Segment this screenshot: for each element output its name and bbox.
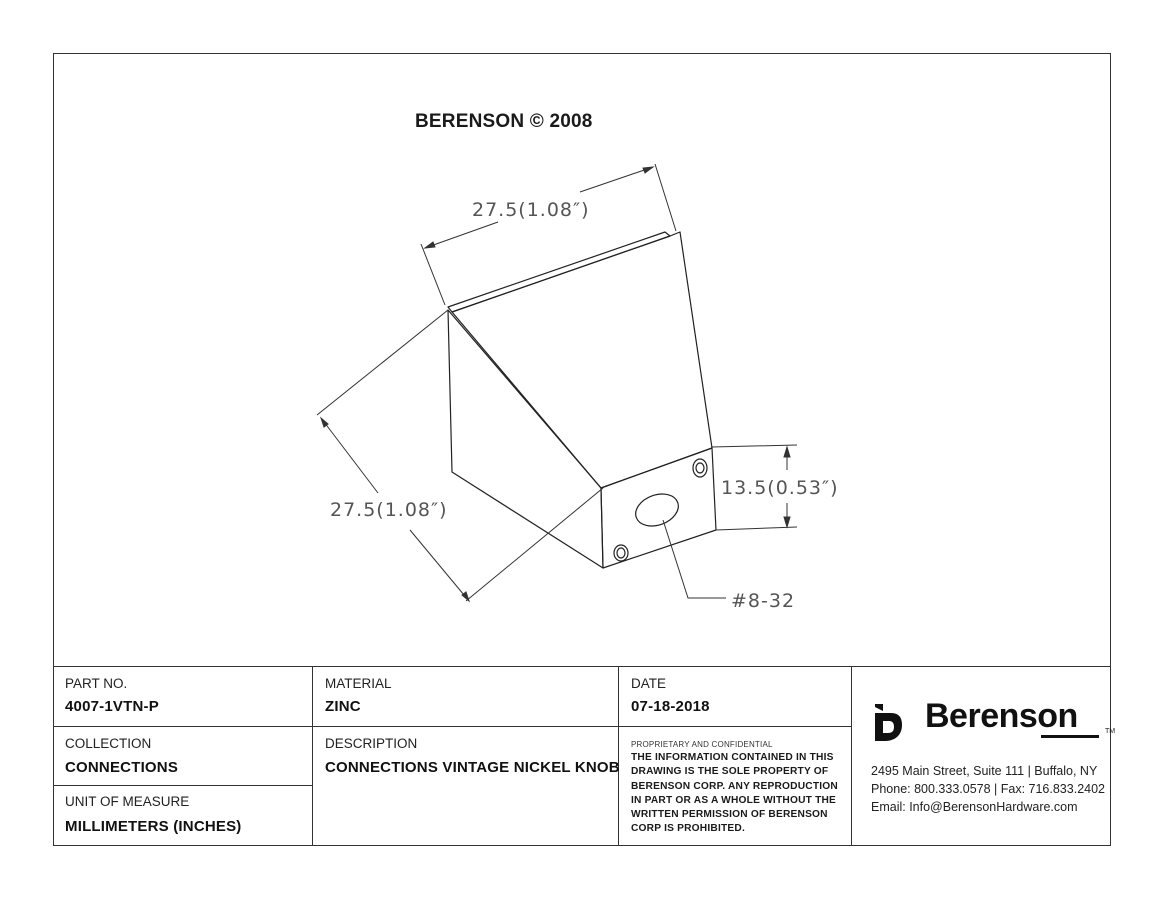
thread-hole	[631, 488, 683, 531]
part-no-label: PART NO.	[65, 676, 128, 691]
proprietary-notice: THE INFORMATION CONTAINED IN THIS DRAWING IS THE SOLE PROPERTY OF BERENSON CORP. ANY REPRODUCTION IN PART OR AS A WHOLE WITHOUT THE WRITTEN PERMISSION OF BERENSON CORP IS PROHIBITED.	[631, 752, 838, 835]
collection-label: COLLECTION	[65, 736, 152, 751]
date-value: 07-18-2018	[631, 698, 710, 715]
dim-side-length: 27.5(1.08″)	[330, 499, 448, 521]
part-no-value: 4007-1VTN-P	[65, 698, 159, 715]
company-email[interactable]: Email: Info@BerensonHardware.com	[871, 800, 1078, 814]
dim-top-width: 27.5(1.08″)	[472, 199, 590, 221]
title-block	[53, 666, 1116, 846]
knob-base-face	[601, 448, 716, 568]
proprietary-title: PROPRIETARY AND CONFIDENTIAL	[631, 740, 773, 749]
company-phone: Phone: 800.333.0578 | Fax: 716.833.2402	[871, 782, 1105, 796]
brand-name: Berenson	[925, 697, 1078, 735]
knob-top-edge	[448, 232, 670, 312]
company-address: 2495 Main Street, Suite 111 | Buffalo, NY	[871, 764, 1098, 778]
dim-thread: #8-32	[731, 590, 796, 612]
screw-top	[693, 459, 707, 477]
description-label: DESCRIPTION	[325, 736, 418, 751]
material-label: MATERIAL	[325, 676, 392, 691]
unit-label: UNIT OF MEASURE	[65, 794, 190, 809]
description-value: CONNECTIONS VINTAGE NICKEL KNOB	[325, 759, 620, 776]
unit-value: MILLIMETERS (INCHES)	[65, 818, 242, 835]
knob-left-face	[448, 310, 603, 568]
brand-underline	[1041, 735, 1099, 738]
trademark: TM	[1105, 728, 1116, 735]
material-value: ZINC	[325, 698, 361, 715]
date-label: DATE	[631, 676, 667, 691]
copyright-heading: BERENSON © 2008	[415, 111, 593, 132]
collection-value: CONNECTIONS	[65, 759, 179, 776]
dim-height: 13.5(0.53″)	[721, 477, 839, 499]
berenson-mark-icon	[873, 701, 903, 743]
